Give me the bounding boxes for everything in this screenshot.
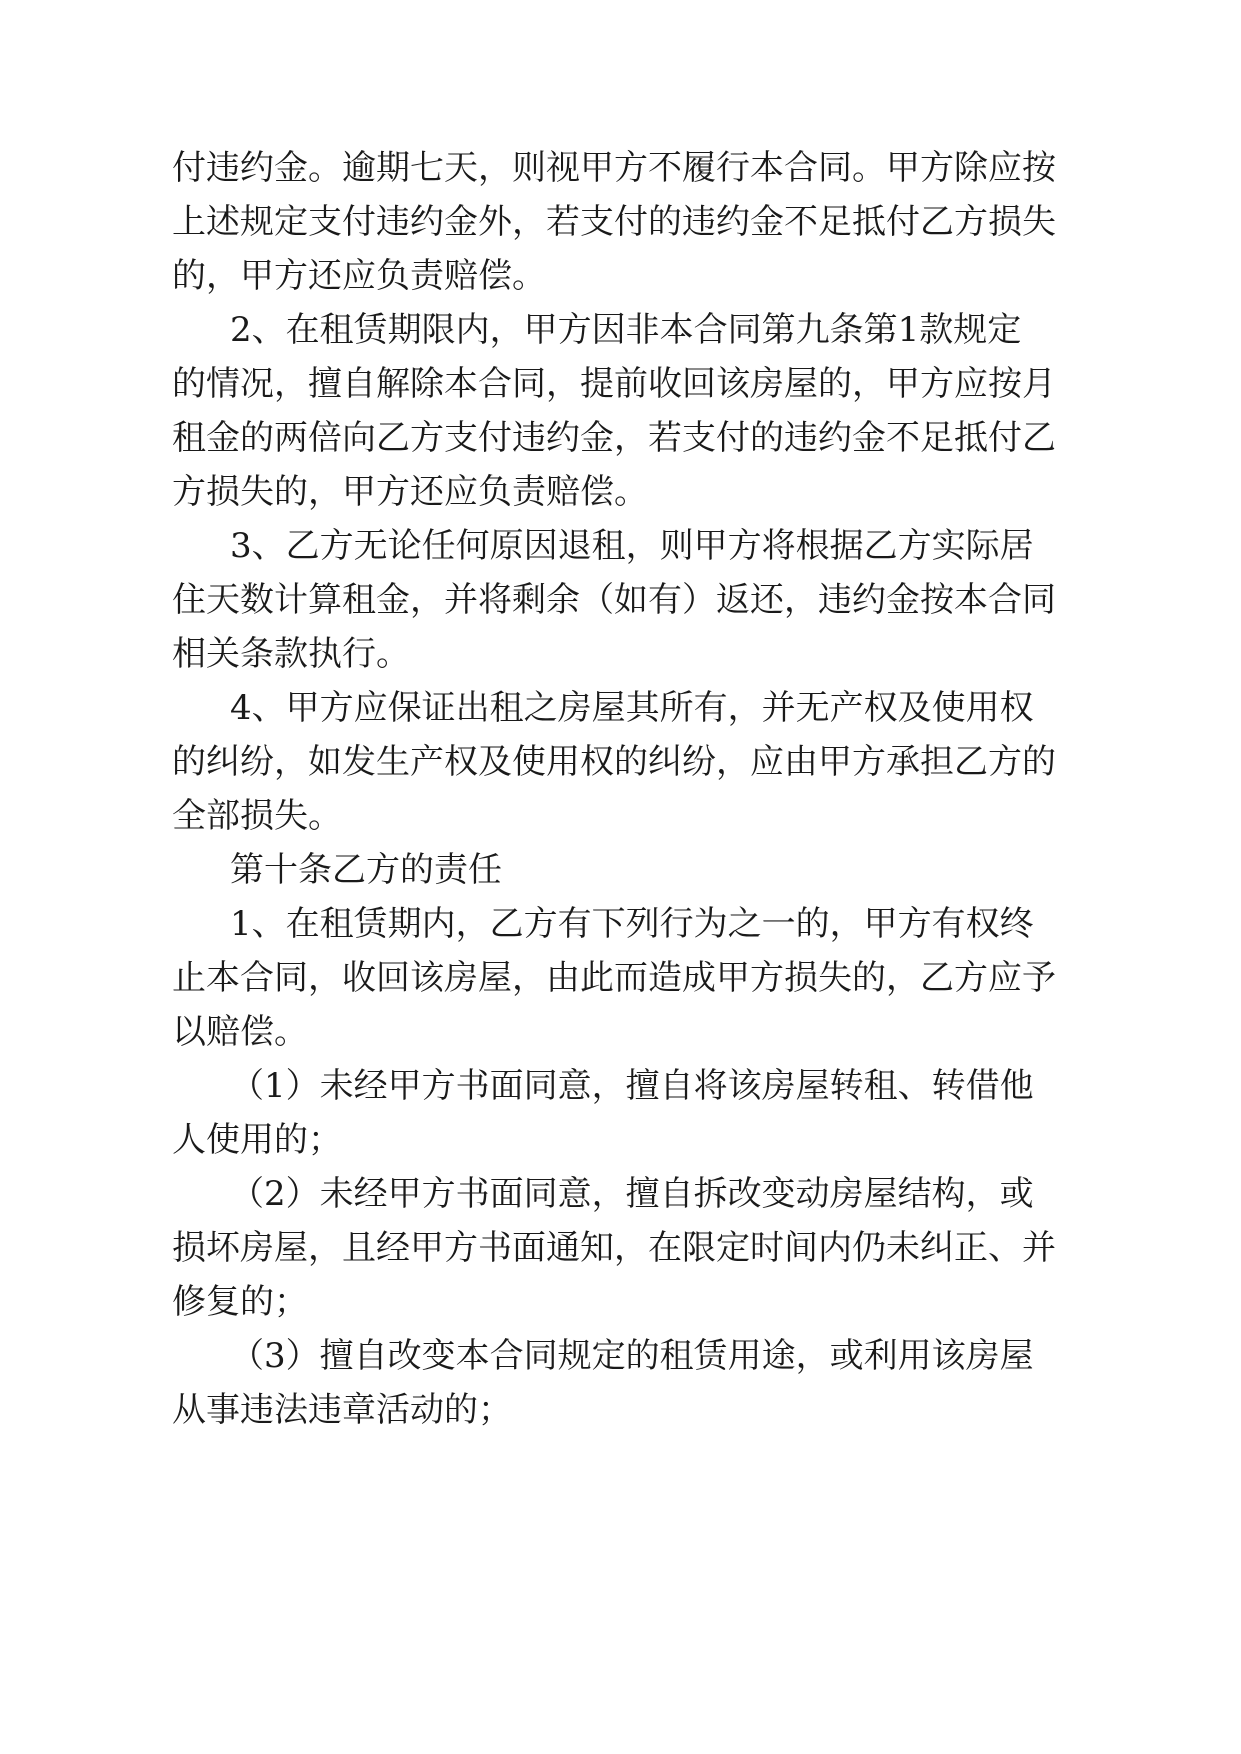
text-line: 损坏房屋，且经甲方书面通知，在限定时间内仍未纠正、并: [172, 1228, 1056, 1268]
text-line: 住天数计算租金，并将剩余（如有）返还，违约金按本合同: [172, 580, 1056, 620]
text-line: 相关条款执行。: [172, 634, 410, 674]
text-line: 修复的；: [172, 1282, 308, 1322]
text-line: 方损失的，甲方还应负责赔偿。: [172, 472, 648, 512]
text-line: 的纠纷，如发生产权及使用权的纠纷，应由甲方承担乙方的: [172, 742, 1056, 782]
text-line: 止本合同，收回该房屋，由此而造成甲方损失的，乙方应予: [172, 958, 1056, 998]
text-line: 2、在租赁期限内，甲方因非本合同第九条第1款规定: [230, 310, 1022, 350]
text-line: 全部损失。: [172, 796, 342, 836]
text-line: 人使用的；: [172, 1120, 342, 1160]
text-line: 上述规定支付违约金外，若支付的违约金不足抵付乙方损失: [172, 202, 1056, 242]
text-line: （2）未经甲方书面同意，擅自拆改变动房屋结构，或: [230, 1174, 1034, 1214]
text-line: 以赔偿。: [172, 1012, 308, 1052]
text-line: 的情况，擅自解除本合同，提前收回该房屋的，甲方应按月: [172, 364, 1056, 404]
text-line: 3、乙方无论任何原因退租，则甲方将根据乙方实际居: [230, 526, 1034, 566]
text-line: （3）擅自改变本合同规定的租赁用途，或利用该房屋: [230, 1336, 1034, 1376]
text-line: 从事违法违章活动的；: [172, 1390, 512, 1430]
text-line: 租金的两倍向乙方支付违约金，若支付的违约金不足抵付乙: [172, 418, 1056, 458]
text-line: 付违约金。逾期七天，则视甲方不履行本合同。甲方除应按: [172, 148, 1056, 188]
text-line: （1）未经甲方书面同意，擅自将该房屋转租、转借他: [230, 1066, 1034, 1106]
text-line: 1、在租赁期内，乙方有下列行为之一的，甲方有权终: [230, 904, 1034, 944]
text-line: 的，甲方还应负责赔偿。: [172, 256, 546, 296]
section-heading: 第十条乙方的责任: [230, 850, 502, 890]
text-line: 4、甲方应保证出租之房屋其所有，并无产权及使用权: [230, 688, 1034, 728]
